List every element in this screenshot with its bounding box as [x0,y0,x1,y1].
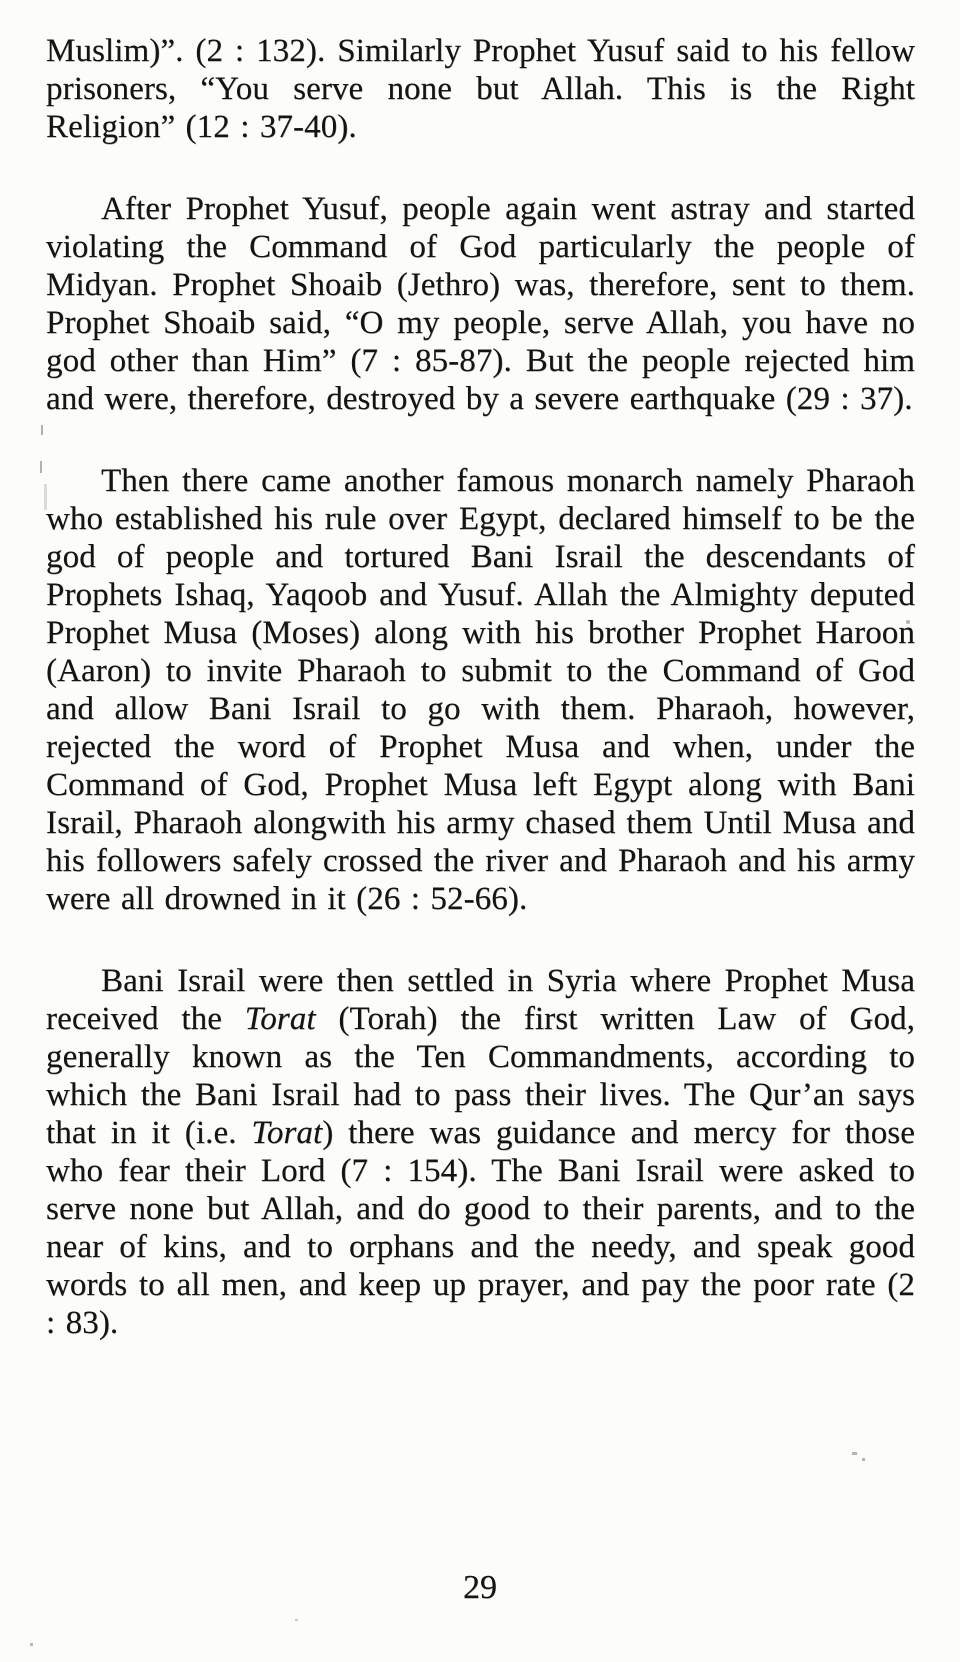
text-run: Then there came another famous monarch namely Pharaoh who established his rule over Egypt, declared himself to be the god of people and tortured Bani Israil the descendants of Prophets Ishaq, Yaqoob and Yusuf. Allah the Almighty deputed Prophet Musa (Moses) along with his brother Prophet Haroon (Aaron) to invite Pharaoh to submit to the Command of God and allow Bani Israil to go with them. Pharaoh, however, rejected the word of Prophet Musa and when, under the Command of God, Prophet Musa left Egypt along with Bani Israil, Pharaoh alongwith his army chased them Until Musa and his followers safely crossed the river and Pharaoh and his army were all drowned in it (26 : 52-66). [46,463,915,917]
text-run: Bani Israil were then settled in Syria where Prophet Musa received the [46,963,915,1037]
text-run: After Prophet Yusuf, people again went astray and started violating the Command of God particularly the people of Midyan. Prophet Shoaib (Jethro) was, therefore, sent to them. Prophet Shoaib said, “O my people, serve Allah, you have no god other than Him” (7 : 85-87). But the people rejected him and were, therefore, destroyed by a severe earthquake (29 : 37). [46,191,915,417]
scan-artifact [41,425,43,435]
paragraph [46,32,915,146]
text-run: Muslim)”. (2 : 132). Similarly Prophet Yusuf said to his fellow prisoners, “You serve none but Allah. This is the Right Religion” (12 : 37-40). [46,33,915,145]
paragraphs [46,32,915,1342]
page-number: 29 [463,1569,497,1606]
scan-artifact [852,1452,857,1455]
scan-artifact [40,461,42,473]
paragraph [46,962,915,1342]
scan-artifact [44,484,47,510]
italic-term: Torat [244,1001,316,1037]
scan-artifact [862,1458,865,1461]
italic-term: Torat [251,1115,323,1151]
text-run: ) there was guidance and mercy for those who fear their Lord (7 : 154). The Bani Israil were asked to serve none but Allah, and do good to their parents, and to the near of kins, and to orphans and the needy, and speak good words to all men, and keep up prayer, and pay the poor rate (2 : 83). [46,1115,915,1341]
scan-artifact [295,1619,298,1621]
scan-artifact [906,620,910,624]
text-run: (Torah) the first written Law of God, generally known as the Ten Commandments, according to which the Bani Israil had to pass their lives. The Qur’an says that in it (i.e. [46,1001,915,1151]
paragraph [46,190,915,418]
text-column [46,32,915,1342]
scan-artifact [30,1643,33,1646]
paragraph [46,462,915,918]
